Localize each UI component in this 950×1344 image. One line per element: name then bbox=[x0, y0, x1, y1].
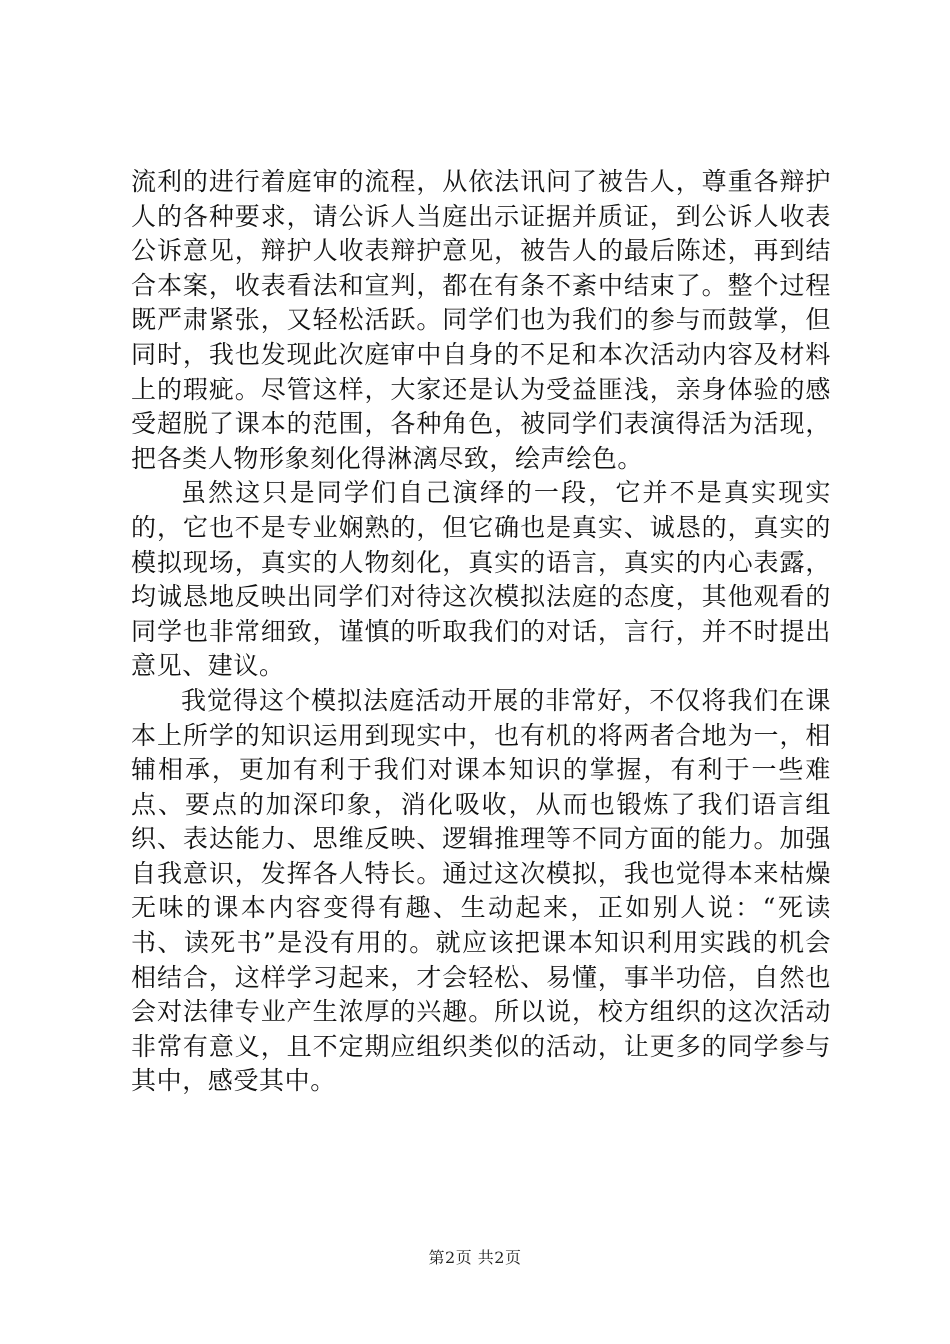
paragraph-continued: 流利的进行着庭审的流程，从依法讯问了被告人，尊重各辩护人的各种要求，请公诉人当庭出示证据并质证，到公诉人收表公诉意见，辩护人收表辩护意见，被告人的最后陈述，再到结合本案，收表看法和宣判，都在有条不紊中结束了。整个过程既严肃紧张，又轻松活跃。同学们也为我们的参与而鼓掌，但同时，我也发现此次庭审中自身的不足和本次活动内容及材料上的瑕疵。尽管这样，大家还是认为受益匪浅，亲身体验的感受超脱了课本的范围，各种角色，被同学们表演得活为活现，把各类人物形象刻化得淋漓尽致，绘声绘色。 bbox=[131, 167, 831, 473]
paragraph: 虽然这只是同学们自己演绎的一段，它并不是真实现实的，它也不是专业娴熟的，但它确也是真实、诚恳的，真实的模拟现场，真实的人物刻化，真实的语言，真实的内心表露，均诚恳地反映出同学们对待这次模拟法庭的态度，其他观看的同学也非常细致，谨慎的听取我们的对话，言行，并不时提出意见、建议。 bbox=[131, 478, 831, 681]
document-body bbox=[131, 165, 831, 1099]
page-number: 第2页 共2页 bbox=[428, 1248, 522, 1267]
page-footer bbox=[0, 1245, 950, 1268]
paragraph: 我觉得这个模拟法庭活动开展的非常好，不仅将我们在课本上所学的知识运用到现实中，也有机的将两者合地为一，相辅相承，更加有利于我们对课本知识的掌握，有利于一些难点、要点的加深印象，消化吸收，从而也锻炼了我们语言组织、表达能力、思维反映、逻辑推理等不同方面的能力。加强自我意识，发挥各人特长。通过这次模拟，我也觉得本来枯燥无味的课本内容变得有趣、生动起来，正如别人说：“死读书、读死书”是没有用的。就应该把课本知识利用实践的机会相结合，这样学习起来，才会轻松、易懂，事半功倍，自然也会对法律专业产生浓厚的兴趣。所以说，校方组织的这次活动非常有意义，且不定期应组织类似的活动，让更多的同学参与其中，感受其中。 bbox=[131, 685, 831, 1096]
